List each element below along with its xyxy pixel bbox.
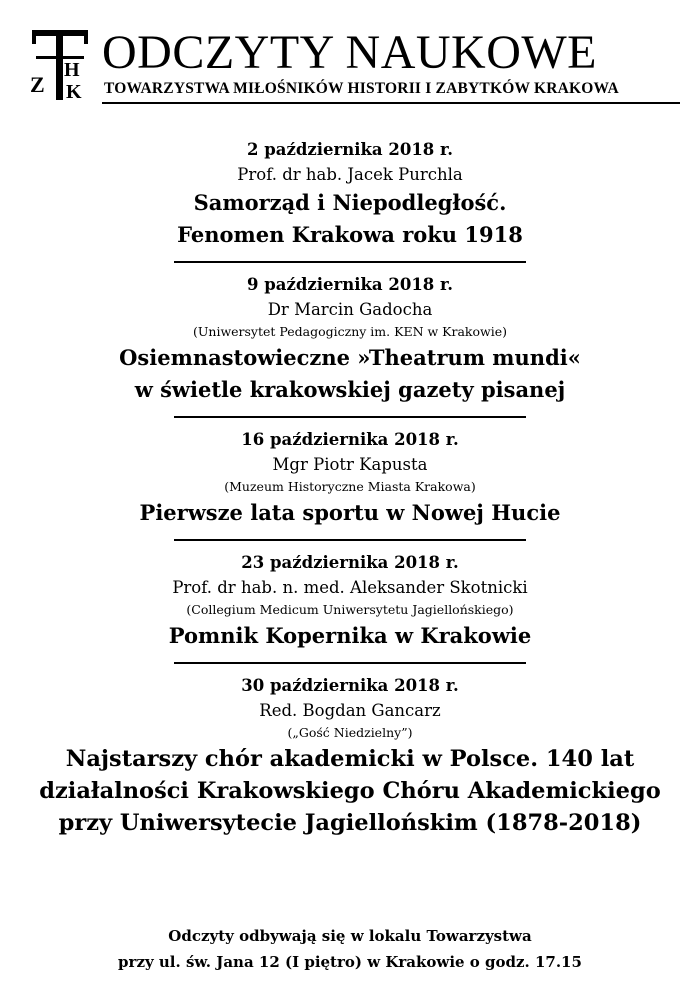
svg-text:H: H [64, 59, 80, 81]
header [22, 22, 662, 100]
lecture-title-line: przy Uniwersytecie Jagiellońskim (1878-2018) [58, 810, 642, 836]
lecture-speaker: Prof. dr hab. n. med. Aleksander Skotnicki [172, 578, 528, 597]
lecture-title-line: działalności Krakowskiego Chóru Akademickiego [39, 778, 661, 804]
lecture-date: 23 października 2018 r. [241, 553, 459, 572]
section-divider [174, 261, 526, 263]
svg-text:K: K [66, 81, 82, 100]
lecture-affiliation: (Collegium Medicum Uniwersytetu Jagiellońskiego) [186, 602, 514, 617]
lecture-title-line: Najstarszy chór akademicki w Polsce. 140 lat [65, 746, 635, 772]
lecture-item [0, 551, 700, 652]
lecture-affiliation: („Gość Niedzielny”) [287, 725, 413, 740]
section-divider [174, 416, 526, 418]
lecture-speaker: Red. Bogdan Gancarz [259, 701, 441, 720]
lecture-speaker: Mgr Piotr Kapusta [272, 455, 428, 474]
header-subtitle: TOWARZYSTWA MIŁOŚNIKÓW HISTORII I ZABYTKÓW KRAKOWA [104, 80, 619, 97]
lecture-item [0, 138, 700, 251]
header-title: ODCZYTY NAUKOWE [102, 26, 597, 79]
lecture-item [0, 273, 700, 406]
lecture-speaker: Prof. dr hab. Jacek Purchla [237, 165, 463, 184]
header-divider [102, 102, 680, 104]
lecture-date: 2 października 2018 r. [247, 140, 453, 159]
venue-line: Odczyty odbywają się w lokalu Towarzystwa [168, 927, 532, 945]
section-divider [174, 539, 526, 541]
lecture-title-line: Fenomen Krakowa roku 1918 [177, 222, 523, 247]
section-divider [174, 662, 526, 664]
lecture-date: 30 października 2018 r. [241, 676, 459, 695]
lecture-affiliation: (Uniwersytet Pedagogiczny im. KEN w Krakowie) [192, 324, 507, 339]
lecture-affiliation: (Muzeum Historyczne Miasta Krakowa) [224, 479, 476, 494]
lecture-date: 16 października 2018 r. [241, 430, 459, 449]
lecture-title-line: Pierwsze lata sportu w Nowej Hucie [139, 500, 561, 525]
venue-note [0, 923, 700, 975]
lecture-title-line: Samorząd i Niepodległość. [193, 190, 507, 215]
lecture-date: 9 października 2018 r. [247, 275, 453, 294]
lecture-item [0, 674, 700, 839]
lecture-speaker: Dr Marcin Gadocha [267, 300, 433, 319]
lecture-title-line: w świetle krakowskiej gazety pisanej [134, 377, 566, 402]
venue-time-line: przy ul. św. Jana 12 (I piętro) w Krakowie o godz. 17.15 [118, 953, 582, 971]
lecture-list [0, 138, 700, 839]
lecture-title-line: Osiemnastowieczne »Theatrum mundi« [119, 345, 581, 370]
lecture-title-line: Pomnik Kopernika w Krakowie [168, 623, 532, 648]
tmhzk-logo-icon [28, 30, 90, 100]
lecture-item [0, 428, 700, 529]
svg-text:Z: Z [30, 72, 45, 97]
